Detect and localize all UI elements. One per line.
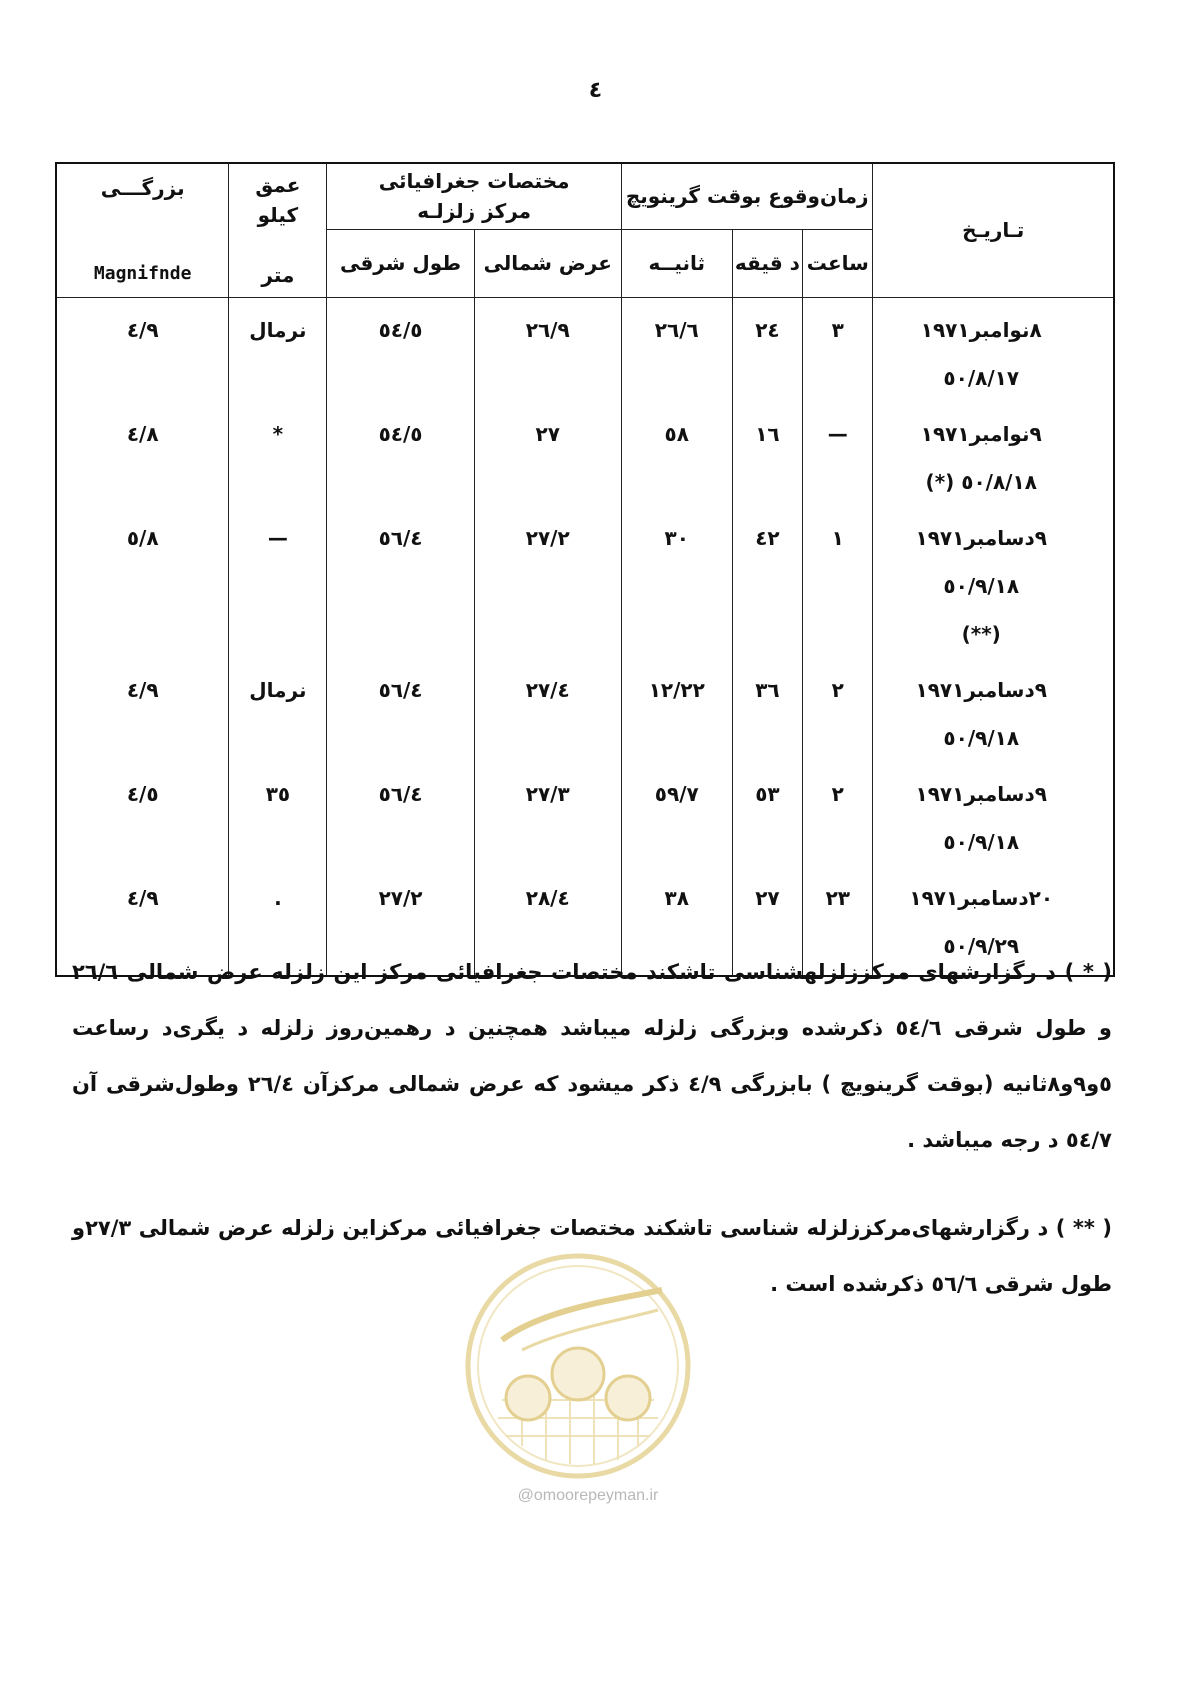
hour-cell: ٢ [803, 658, 873, 762]
table-row [56, 506, 1114, 658]
hour-cell: ٢٣ [803, 866, 873, 976]
second-cell: ١٢/٢٢ [621, 658, 732, 762]
date-cell [873, 402, 1114, 506]
date-gregorian: ٢٠دسامبر١٩٧١ [909, 885, 1054, 910]
depth-cell: نرمال [229, 658, 327, 762]
header-latitude: عرض شمالى [474, 229, 621, 297]
longitude-cell: ٢٧/٢ [327, 866, 474, 976]
footnote-single-star: ( * ) د رگزارشهاى مركززلزلهشناسى تاشكند مختصات جغرافيائى مركز اين زلزله عرض شمالى ٢٦/٦ و طول شرقى ٥٤/٦ ذكرشده وبزرگى زلزله ميباشد همچنين د رهمين‌روز زلزله د يگرى‌د رساعت ٥و٩و٨ثانيه (بوقت گرينويچ ) بابزرگى ٤/٩ ذكر ميشود كه عرض شمالى مركزآن ٢٦/٤ وطول‌شرقى آن ٥٤/٧ د رجه ميباشد . [72, 960, 1112, 1152]
header-date: تـاريـخ [873, 163, 1114, 297]
date-cell [873, 506, 1114, 658]
header-geo-coords [327, 163, 621, 229]
earthquake-table [55, 162, 1115, 977]
date-persian: ٥٠/٨/١٧ [943, 365, 1020, 390]
date-cell [873, 297, 1114, 402]
depth-cell: * [229, 402, 327, 506]
date-persian: ٥٠/٩/١٨ [943, 829, 1020, 854]
earthquake-table-container [55, 162, 1115, 958]
header-magnitude-fa: بزرگـــى [100, 176, 185, 201]
hour-cell: ٣ [803, 297, 873, 402]
date-persian: ٥٠/٨/١٨ (*) [925, 469, 1037, 494]
watermark-seal-icon [462, 1250, 694, 1482]
hour-cell: — [803, 402, 873, 506]
minute-cell: ٢٧ [732, 866, 802, 976]
latitude-cell: ٢٧ [474, 402, 621, 506]
longitude-cell: ٥٤/٥ [327, 297, 474, 402]
date-persian: ٥٠/٩/١٨ [943, 573, 1020, 598]
second-cell: ٣٨ [621, 866, 732, 976]
minute-cell: ٣٦ [732, 658, 802, 762]
footnote-double-star: ( ** ) د رگزارشهاى‌مركززلزله شناسى تاشكند مختصات جغرافيائى مركزاين زلزله عرض شمالى ٢٧/٣و طول شرقى ٥٦/٦ ذكرشده است . [72, 1216, 1112, 1296]
header-magnitude-en: Magnifnde [93, 263, 192, 285]
depth-cell: — [229, 506, 327, 658]
latitude-cell: ٢٧/٢ [474, 506, 621, 658]
minute-cell: ٤٢ [732, 506, 802, 658]
header-depth-line3: متر [261, 263, 295, 288]
header-greenwich-time: زمان‌وقوع بوقت گرينويچ [621, 163, 873, 229]
header-second: ثانيــه [621, 229, 732, 297]
table-row [56, 297, 1114, 402]
second-cell: ٥٨ [621, 402, 732, 506]
longitude-cell: ٥٦/٤ [327, 762, 474, 866]
second-cell: ٣٠ [621, 506, 732, 658]
date-gregorian: ٩دسامبر١٩٧١ [915, 781, 1047, 806]
date-cell [873, 762, 1114, 866]
depth-cell: . [229, 866, 327, 976]
header-depth-line1: عمق [255, 173, 301, 198]
watermark-site: @omoorepeyman.ir [517, 1487, 659, 1504]
table-row [56, 762, 1114, 866]
magnitude-cell: ٤/٨ [56, 402, 229, 506]
header-depth [229, 163, 327, 297]
latitude-cell: ٢٨/٤ [474, 866, 621, 976]
header-magnitude [56, 163, 229, 297]
hour-cell: ٢ [803, 762, 873, 866]
table-row [56, 402, 1114, 506]
header-longitude: طول شرقى [327, 229, 474, 297]
table-row [56, 658, 1114, 762]
depth-cell: ٣٥ [229, 762, 327, 866]
date-gregorian: ٩نوامبر١٩٧١ [920, 421, 1042, 446]
date-persian: ٥٠/٩/٢٩ [943, 933, 1020, 958]
latitude-cell: ٢٧/٣ [474, 762, 621, 866]
longitude-cell: ٥٦/٤ [327, 506, 474, 658]
second-cell: ٥٩/٧ [621, 762, 732, 866]
magnitude-cell: ٤/٩ [56, 866, 229, 976]
header-geo-coords-line1: مختصات جغرافيائى [378, 169, 570, 194]
date-footnote-mark: (**) [961, 621, 1001, 646]
second-cell: ٢٦/٦ [621, 297, 732, 402]
longitude-cell: ٥٦/٤ [327, 658, 474, 762]
header-hour: ساعت [803, 229, 873, 297]
date-gregorian: ٩دسامبر١٩٧١ [915, 677, 1047, 702]
magnitude-cell: ٥/٨ [56, 506, 229, 658]
date-gregorian: ٩دسامبر١٩٧١ [915, 525, 1047, 550]
minute-cell: ٥٣ [732, 762, 802, 866]
date-gregorian: ٨نوامبر١٩٧١ [920, 317, 1042, 342]
latitude-cell: ٢٦/٩ [474, 297, 621, 402]
header-minute: د قيقه [732, 229, 802, 297]
longitude-cell: ٥٤/٥ [327, 402, 474, 506]
date-cell [873, 658, 1114, 762]
header-depth-line2: كيلو [257, 203, 299, 228]
magnitude-cell: ٤/٥ [56, 762, 229, 866]
magnitude-cell: ٤/٩ [56, 297, 229, 402]
header-epicenter: مركز زلزلـه [417, 199, 532, 224]
minute-cell: ١٦ [732, 402, 802, 506]
page-number: ٤ [588, 78, 603, 103]
depth-cell: نرمال [229, 297, 327, 402]
latitude-cell: ٢٧/٤ [474, 658, 621, 762]
hour-cell: ١ [803, 506, 873, 658]
watermark-logo [462, 1250, 694, 1482]
magnitude-cell: ٤/٩ [56, 658, 229, 762]
date-persian: ٥٠/٩/١٨ [943, 725, 1020, 750]
minute-cell: ٢٤ [732, 297, 802, 402]
